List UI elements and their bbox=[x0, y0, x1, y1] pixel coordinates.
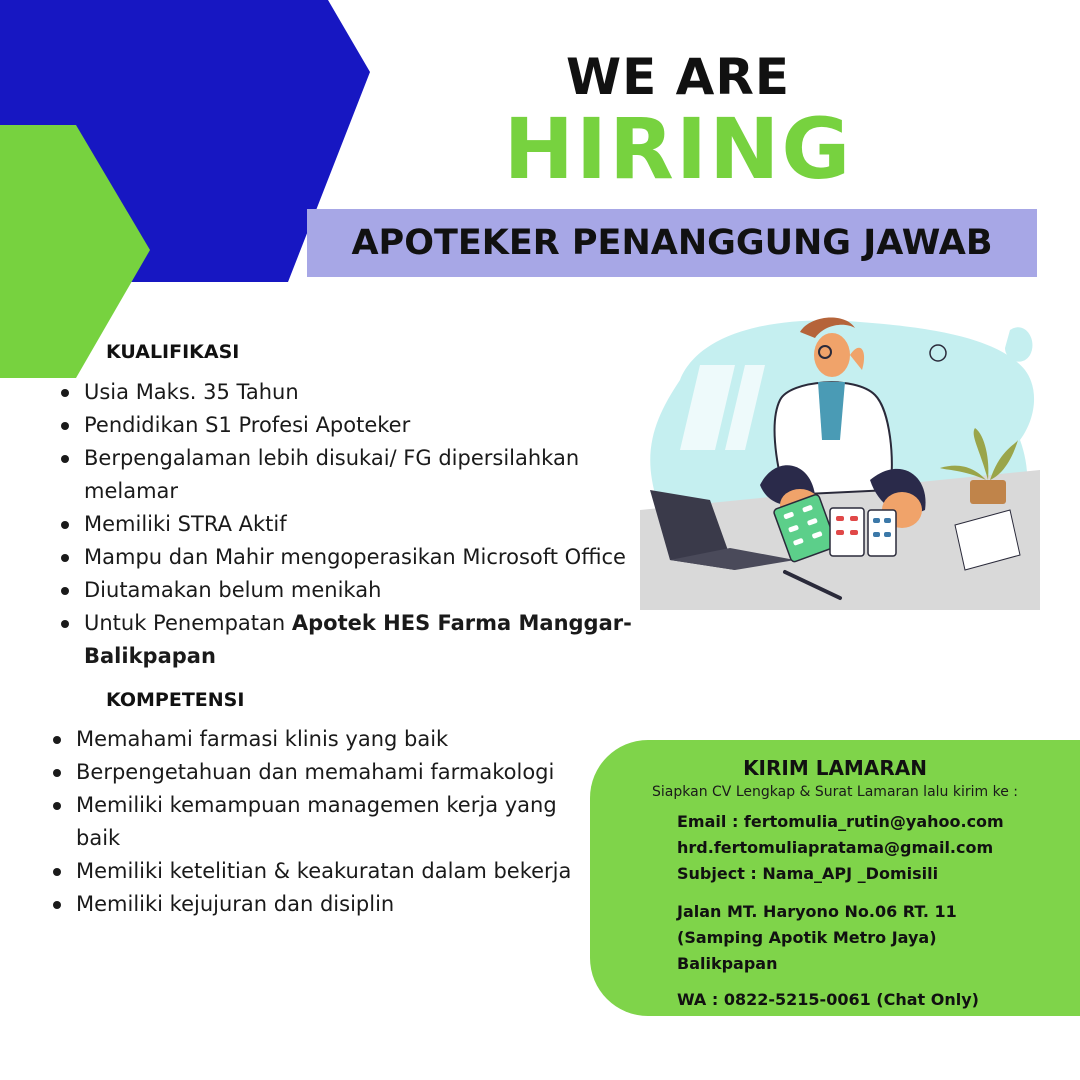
email-primary[interactable]: Email : fertomulia_rutin@yahoo.com bbox=[677, 812, 1004, 831]
list-item: Memiliki kemampuan managemen kerja yang baik bbox=[50, 789, 566, 855]
list-item bbox=[58, 607, 644, 673]
competencies-list bbox=[50, 723, 580, 921]
apply-instructions: Siapkan CV Lengkap & Surat Lamaran lalu kirim ke : bbox=[652, 784, 1018, 800]
address-line: Balikpapan bbox=[677, 954, 778, 973]
position-banner bbox=[307, 209, 1037, 277]
list-item: Memahami farmasi klinis yang baik bbox=[50, 723, 580, 756]
list-item: Usia Maks. 35 Tahun bbox=[58, 376, 648, 409]
list-item: Mampu dan Mahir mengoperasikan Microsoft Office bbox=[58, 541, 648, 574]
address-line: Jalan MT. Haryono No.06 RT. 11 bbox=[677, 902, 957, 921]
apply-title: KIRIM LAMARAN bbox=[743, 756, 927, 780]
pill-icon bbox=[850, 530, 858, 535]
pill-icon bbox=[884, 532, 891, 537]
position-title: APOTEKER PENANGGUNG JAWAB bbox=[351, 223, 993, 263]
title-we-are: WE ARE bbox=[565, 48, 791, 106]
list-item: Berpengalaman lebih disukai/ FG dipersilahkan melamar bbox=[58, 442, 584, 508]
apply-card bbox=[590, 740, 1080, 1016]
qualifications-heading: KUALIFIKASI bbox=[106, 341, 240, 363]
placement-location: Apotek HES Farma Manggar-Balikpapan bbox=[84, 611, 632, 668]
list-item: Memiliki STRA Aktif bbox=[58, 508, 648, 541]
list-item: Berpengetahuan dan memahami farmakologi bbox=[50, 756, 580, 789]
placement-prefix: Untuk Penempatan bbox=[84, 611, 292, 635]
pill-pack-blue bbox=[868, 510, 896, 556]
pill-icon bbox=[884, 518, 891, 523]
list-item: Memiliki kejujuran dan disiplin bbox=[50, 888, 580, 921]
small-blob bbox=[1005, 327, 1032, 361]
pill-icon bbox=[873, 532, 880, 537]
pharmacist-illustration bbox=[640, 310, 1040, 610]
decorative-shapes bbox=[0, 0, 380, 390]
pill-icon bbox=[873, 518, 880, 523]
list-item: Diutamakan belum menikah bbox=[58, 574, 648, 607]
competencies-heading: KOMPETENSI bbox=[106, 689, 245, 711]
title-hiring: HIRING bbox=[503, 100, 853, 198]
email-subject: Subject : Nama_APJ _Domisili bbox=[677, 864, 939, 883]
plant-pot bbox=[970, 480, 1006, 504]
list-item: Memiliki ketelitian & keakuratan dalam bekerja bbox=[50, 855, 580, 888]
address-line: (Samping Apotik Metro Jaya) bbox=[677, 928, 937, 947]
whatsapp-contact[interactable]: WA : 0822-5215-0061 (Chat Only) bbox=[677, 990, 979, 1009]
pill-icon bbox=[836, 530, 844, 535]
qualifications-list bbox=[58, 376, 648, 673]
pill-pack-red bbox=[830, 508, 864, 556]
email-secondary[interactable]: hrd.fertomuliapratama@gmail.com bbox=[677, 838, 994, 857]
pill-icon bbox=[850, 516, 858, 521]
pill-icon bbox=[836, 516, 844, 521]
list-item: Pendidikan S1 Profesi Apoteker bbox=[58, 409, 648, 442]
